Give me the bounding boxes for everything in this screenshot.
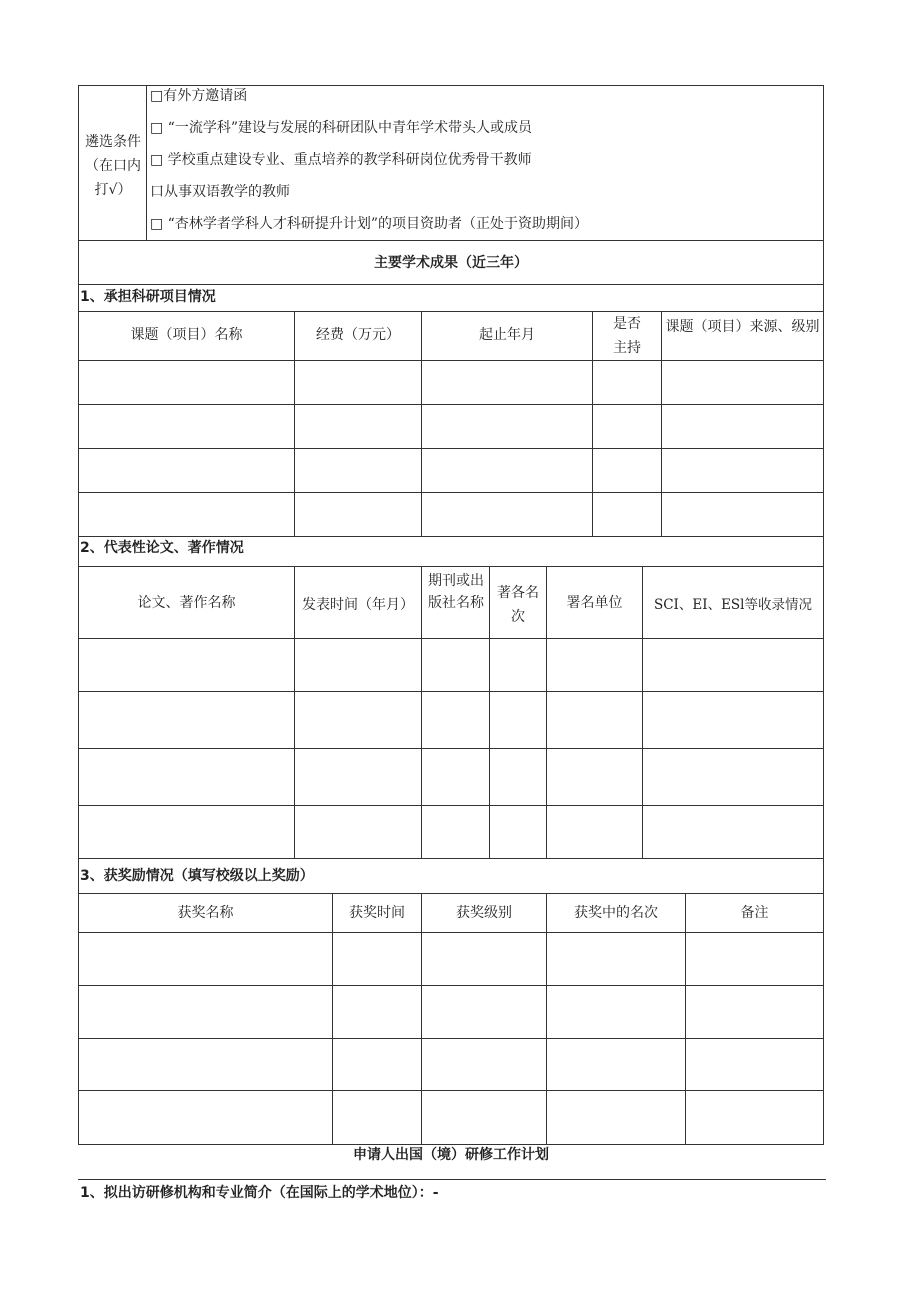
row-line [78, 691, 824, 692]
col-line [421, 566, 422, 858]
row-line [78, 893, 824, 894]
row-line [78, 805, 824, 806]
plan-title: 申请人出国（境）研修工作计划 [353, 1147, 549, 1163]
awards-header-level: 获奖级别 [456, 905, 512, 921]
row-line [78, 566, 824, 567]
table-border-left [78, 85, 79, 1145]
row-line [78, 1090, 824, 1091]
plan-item-1: 1、拟出访研修机构和专业简介（在国际上的学术地位）：- [80, 1185, 439, 1201]
col-line [642, 566, 643, 858]
row-line [78, 536, 824, 537]
selection-label: 遴选条件（在口内打√） [85, 134, 141, 198]
papers-header-date: 发表时间（年月） [302, 597, 414, 613]
col-line [421, 893, 422, 1144]
row-line [78, 985, 824, 986]
projects-header-period: 起止年月 [479, 327, 535, 343]
selection-option[interactable]: 口从事双语教学的教师 [150, 184, 290, 200]
row-line [78, 448, 824, 449]
papers-header-rank: 著各名次 [497, 585, 539, 625]
projects-header-name: 课题（项目）名称 [130, 327, 243, 343]
selection-option[interactable]: □有外方邀请函 [150, 88, 248, 104]
row-line [78, 360, 824, 361]
selection-divider [146, 85, 147, 240]
projects-header-host: 是否主持 [613, 316, 641, 356]
col-line [294, 566, 295, 858]
row-line [78, 404, 824, 405]
row-line [78, 492, 824, 493]
achievements-title: 主要学术成果（近三年） [374, 255, 528, 271]
papers-header-name: 论文、著作名称 [137, 595, 236, 611]
row-line [78, 748, 824, 749]
col-line [661, 311, 662, 536]
selection-option[interactable]: □ 学校重点建设专业、重点培养的教学科研岗位优秀骨干教师 [150, 152, 532, 168]
papers-section-title: 2、代表性论文、著作情况 [80, 540, 244, 556]
projects-header-funding: 经费（万元） [316, 327, 400, 343]
papers-header-journal: 期刊或出版社名称 [428, 573, 484, 611]
col-line [546, 566, 547, 858]
row-line [78, 240, 824, 241]
awards-header-date: 获奖时间 [349, 905, 405, 921]
selection-option[interactable]: □ “一流学科”建设与发展的科研团队中青年学术带头人或成员 [150, 120, 532, 136]
awards-section-title: 3、获奖励情况（填写校级以上奖励） [80, 868, 314, 884]
awards-header-note: 备注 [740, 905, 769, 921]
col-line [546, 893, 547, 1144]
col-line [332, 893, 333, 1144]
row-line [78, 638, 824, 639]
row-line [78, 932, 824, 933]
col-line [489, 566, 490, 858]
row-line [78, 1038, 824, 1039]
col-line [685, 893, 686, 1144]
selection-option[interactable]: □ “杏林学者学科人才科研提升计划”的项目资助者（正处于资助期间） [150, 216, 588, 232]
row-line [78, 858, 824, 859]
row-line [78, 311, 824, 312]
awards-header-name: 获奖名称 [177, 905, 234, 921]
papers-header-unit: 署名单位 [566, 595, 623, 611]
awards-header-rank: 获奖中的名次 [574, 905, 658, 921]
col-line [592, 311, 593, 536]
projects-header-source: 课题（项目）来源、级别 [665, 319, 820, 335]
plan-divider [78, 1179, 826, 1180]
col-line [421, 311, 422, 536]
papers-header-index: SCI、EI、ESl等收录情况 [653, 597, 813, 613]
row-line [78, 284, 824, 285]
projects-section-title: 1、承担科研项目情况 [80, 289, 216, 305]
col-line [294, 311, 295, 536]
table-border-right [823, 85, 824, 1145]
